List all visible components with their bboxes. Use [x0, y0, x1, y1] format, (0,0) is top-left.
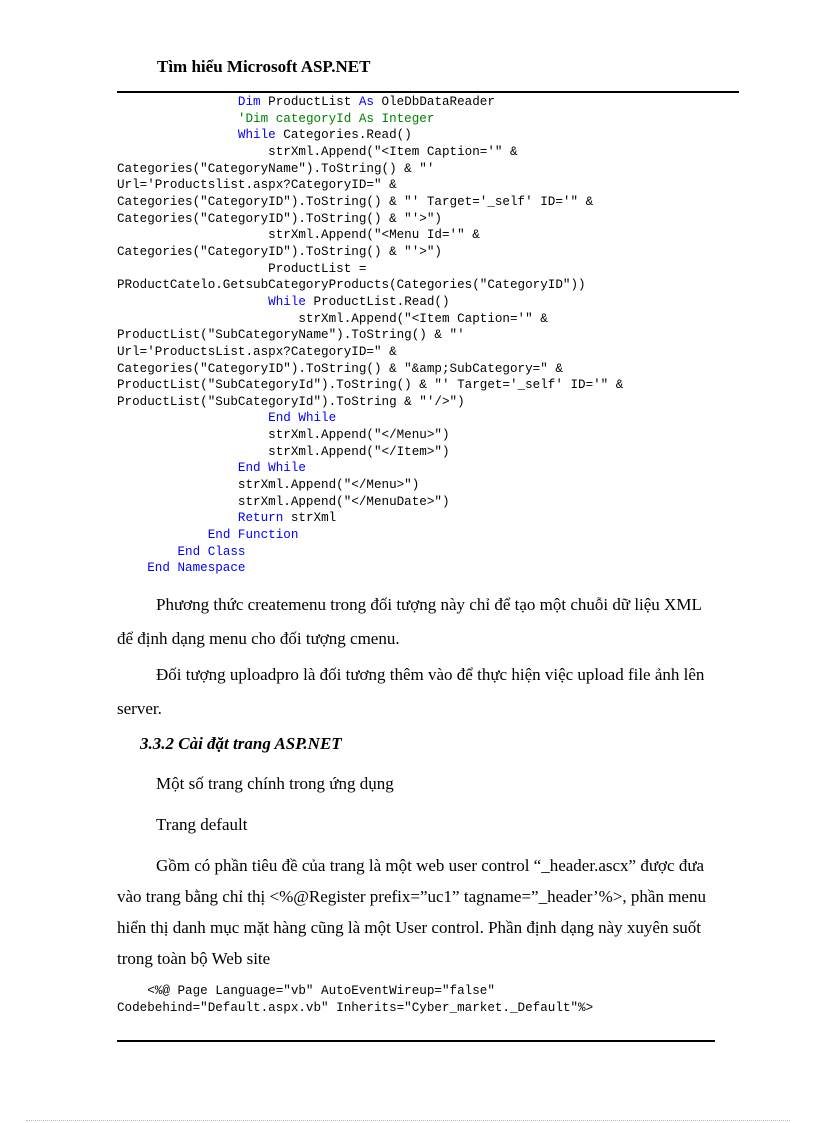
code-line: ProductList("SubCategoryId").ToString & "'/>"): [117, 394, 465, 409]
code-line: ProductList =: [117, 261, 367, 276]
code-line: strXml.Append("<Item Caption='" &: [117, 144, 518, 159]
code-line: 'Dim categoryId As Integer: [237, 111, 435, 126]
code-line: Categories("CategoryID").ToString() & "'>"): [117, 244, 442, 259]
code-line: End While: [268, 411, 337, 426]
code-line: Return strXml: [237, 511, 337, 526]
code-line: ProductList("SubCategoryId").ToString() & "' Target='_self' ID='" &: [117, 378, 624, 393]
code-block-page-directive: [117, 983, 593, 1016]
code-block-vb-createmenu: [117, 94, 623, 577]
page-bottom-divider: [26, 1120, 790, 1121]
code-line: End While: [237, 461, 306, 476]
paragraph-uploadpro: Đối tượng uploadpro là đối tương thêm vào để thực hiện việc upload file ảnh lên server.: [117, 665, 705, 718]
section-heading-3-3-2: 3.3.2 Cài đặt trang ASP.NET: [140, 734, 342, 753]
code-line: ProductList("SubCategoryName").ToString() & "': [117, 328, 465, 343]
code-line: <%@ Page Language="vb" AutoEventWireup="false": [117, 984, 495, 998]
code-line: Codebehind="Default.aspx.vb" Inherits="Cyber_market._Default"%>: [117, 1000, 594, 1015]
code-line: Categories("CategoryName").ToString() & "': [117, 161, 435, 176]
code-line: Categories("CategoryID").ToString() & "' Target='_self' ID='" &: [117, 194, 594, 209]
code-line: End Namespace: [147, 561, 246, 576]
code-line: strXml.Append("<Menu Id='" &: [117, 228, 480, 243]
code-line: strXml.Append("</Menu>"): [117, 478, 420, 493]
code-line: Dim ProductList As OleDbDataReader: [237, 95, 495, 109]
paragraph-main-pages: Một số trang chính trong ứng dụng: [156, 774, 394, 793]
paragraph-createmenu: Phương thức createmenu trong đối tượng này chỉ để tạo một chuỗi dữ liệu XML để định dạng menu cho đối tượng cmenu.: [117, 595, 702, 648]
code-line: strXml.Append("</Item>"): [117, 444, 450, 459]
code-line: While ProductList.Read(): [268, 294, 450, 309]
code-line: strXml.Append("</Menu>"): [117, 428, 450, 443]
page-header-title: Tìm hiểu Microsoft ASP.NET: [157, 57, 371, 76]
code-line: Categories("CategoryID").ToString() & "'>"): [117, 211, 442, 226]
code-line: While Categories.Read(): [237, 128, 412, 143]
footer-rule: [117, 1040, 715, 1042]
code-line: PRoductCatelo.GetsubCategoryProducts(Categories("CategoryID")): [117, 278, 586, 293]
code-line: Url='Productslist.aspx?CategoryID=" &: [117, 178, 397, 193]
code-line: strXml.Append("</MenuDate>"): [117, 494, 450, 509]
code-line: Categories("CategoryID").ToString() & "&amp;SubCategory=" &: [117, 361, 563, 376]
paragraph-default-page: Trang default: [156, 815, 248, 834]
code-line: strXml.Append("<Item Caption='" &: [117, 311, 548, 326]
code-line: End Class: [177, 544, 246, 559]
header-rule: [117, 91, 739, 93]
code-line: Url='ProductsList.aspx?CategoryID=" &: [117, 344, 397, 359]
paragraph-header-control: Gồm có phần tiêu đề của trang là một web user control “_header.ascx” được đưa vào trang bằng chỉ thị <%@Register prefix=”uc1” tagname=”_header’%>, phần menu hiển thị danh mục mặt hàng cũng là một User control. Phần định dạng này xuyên suốt trong toàn bộ Web site: [117, 856, 706, 968]
code-line: End Function: [207, 528, 299, 543]
